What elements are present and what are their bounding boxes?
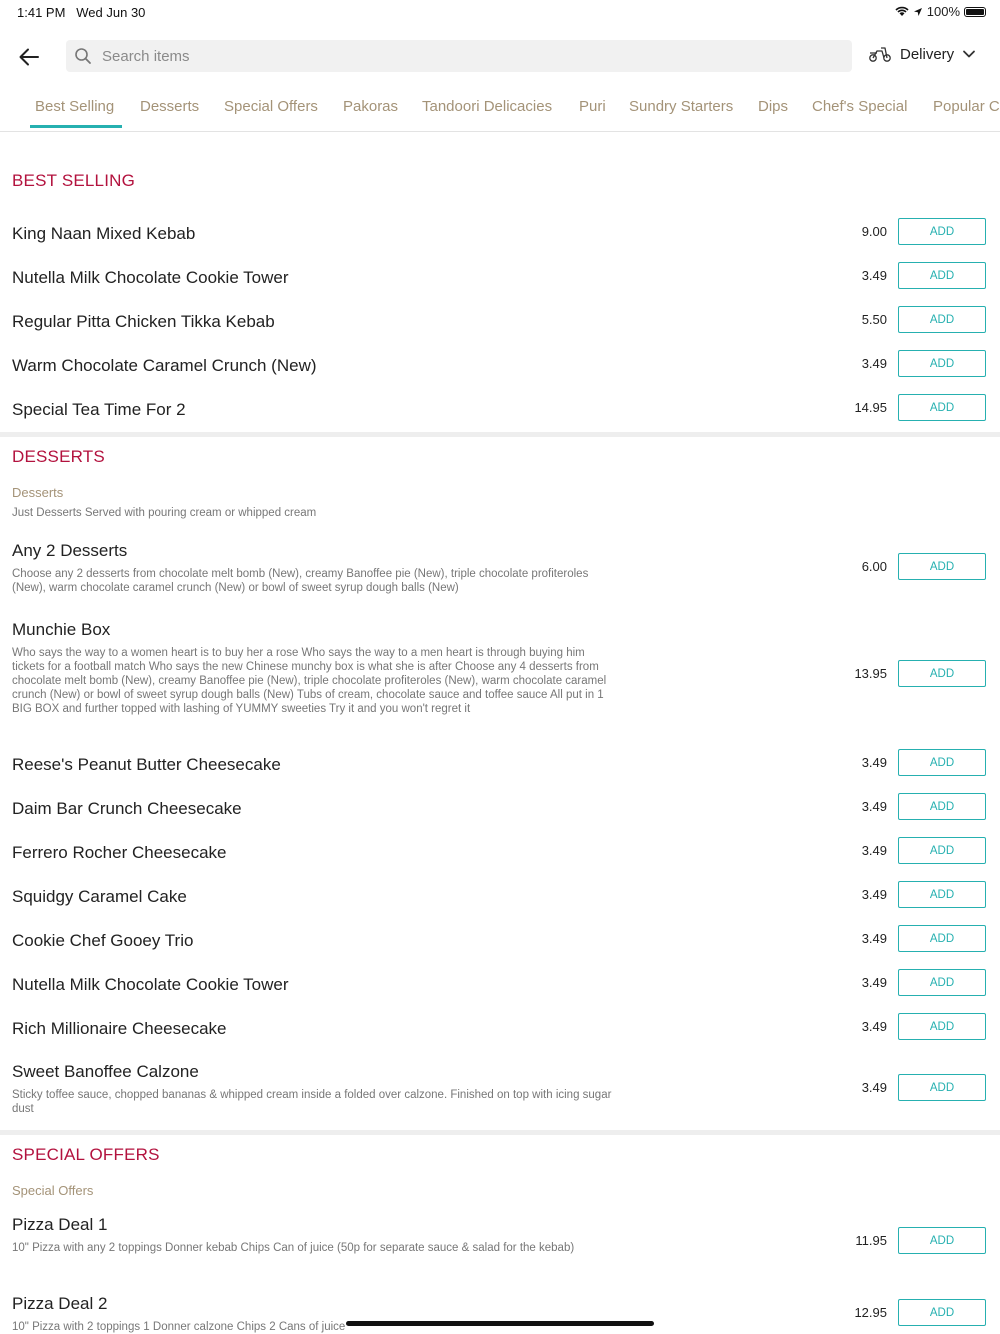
tab-popular[interactable]: Popular C (933, 98, 1000, 115)
section-title-desserts: DESSERTS (12, 447, 105, 466)
delivery-selector[interactable] (868, 45, 976, 63)
section-title-best-selling: BEST SELLING (12, 171, 136, 190)
add-button[interactable]: ADD (898, 881, 986, 908)
menu-item-price: 12.95 (854, 1305, 887, 1320)
add-button[interactable]: ADD (898, 218, 986, 245)
menu-item-name[interactable]: Daim Bar Crunch Cheesecake (12, 799, 242, 818)
tab-tandoori-delicacies[interactable]: Tandoori Delicacies (422, 98, 553, 115)
menu-item-name[interactable]: Ferrero Rocher Cheesecake (12, 843, 227, 862)
menu-item-description: Who says the way to a women heart is to buy her a rose Who says the way to a men heart is through buying him tickets for a football match Who says the new Chinese munchy box is what she is after Choose any 4 desserts from chocolate melt bomb (New), creamy Banoffee pie (New), triple chocolate profiteroles (New), warm chocolate caramel crunch (New) or bowl of sweet syrup dough balls (New) Tubs of cream, chocolate sauce and toffee sauce All put in 1 BIG BOX and further topped with lashing of YUMMY sweeties Try it and you won't regret it (12, 647, 607, 715)
menu-item-name[interactable]: Nutella Milk Chocolate Cookie Tower (12, 268, 289, 287)
menu-item-price: 5.50 (861, 312, 887, 327)
add-button[interactable]: ADD (898, 1013, 986, 1040)
menu-item-price: 3.49 (861, 887, 887, 902)
add-button[interactable]: ADD (898, 1227, 986, 1254)
search-input[interactable] (100, 47, 804, 66)
menu-item-name[interactable]: Special Tea Time For 2 (12, 400, 186, 419)
section-description: Just Desserts Served with pouring cream or whipped cream (12, 507, 317, 519)
back-button[interactable] (16, 44, 42, 70)
section-subtitle: Special Offers (12, 1183, 94, 1198)
tab-dips[interactable]: Dips (758, 98, 789, 115)
menu-item-name[interactable]: Munchie Box (12, 620, 111, 639)
menu-item-description: Choose any 2 desserts from chocolate melt bomb (New), creamy Banoffee pie (New), triple chocolate profiteroles (New), warm chocolate caramel crunch (New) or bowl of sweet syrup dough balls (New) (12, 568, 589, 594)
section-divider (0, 1130, 1000, 1135)
tab-sundry-starters[interactable]: Sundry Starters (629, 98, 734, 115)
add-button[interactable]: ADD (898, 394, 986, 421)
battery-percent: 100% (926, 4, 960, 19)
add-button[interactable]: ADD (898, 969, 986, 996)
add-button[interactable]: ADD (898, 749, 986, 776)
menu-item-name[interactable]: King Naan Mixed Kebab (12, 224, 196, 243)
add-button[interactable]: ADD (898, 925, 986, 952)
top-bar (0, 40, 1000, 74)
menu-item-description: 10" Pizza with 2 toppings 1 Donner calzone Chips 2 Cans of juice (12, 1321, 346, 1333)
menu-item-price: 3.49 (861, 268, 887, 283)
add-button[interactable]: ADD (898, 306, 986, 333)
add-button[interactable]: ADD (898, 837, 986, 864)
add-button[interactable]: ADD (898, 1074, 986, 1101)
tab-desserts[interactable]: Desserts (140, 98, 200, 115)
menu-item-price: 6.00 (861, 559, 887, 574)
menu-item-name[interactable]: Pizza Deal 1 (12, 1215, 108, 1234)
search-icon (74, 47, 92, 65)
chevron-down-icon (962, 49, 976, 59)
menu-item-price: 3.49 (861, 799, 887, 814)
add-button[interactable]: ADD (898, 350, 986, 377)
tab-best-selling[interactable]: Best Selling (35, 98, 115, 115)
tab-chefs-special[interactable]: Chef's Special (812, 98, 908, 115)
back-arrow-icon (19, 48, 39, 66)
section-title-special-offers: SPECIAL OFFERS (12, 1145, 160, 1164)
menu-item-price: 3.49 (861, 356, 887, 371)
status-right (895, 4, 986, 19)
menu-item-price: 11.95 (855, 1233, 887, 1248)
active-tab-indicator (30, 125, 122, 128)
section-subtitle: Desserts (12, 485, 64, 500)
menu-item-name[interactable]: Warm Chocolate Caramel Crunch (New) (12, 356, 317, 375)
home-indicator[interactable] (346, 1321, 654, 1326)
category-tabs (0, 96, 1000, 132)
menu-item-name[interactable]: Cookie Chef Gooey Trio (12, 931, 194, 950)
menu-item-price: 3.49 (861, 1080, 887, 1095)
date-text: Wed Jun 30 (76, 5, 146, 20)
tab-pakoras[interactable]: Pakoras (343, 98, 399, 115)
add-button[interactable]: ADD (898, 660, 986, 687)
add-button[interactable]: ADD (898, 793, 986, 820)
menu-item-name[interactable]: Any 2 Desserts (12, 541, 128, 560)
menu-item-price: 9.00 (861, 224, 887, 239)
add-button[interactable]: ADD (898, 1299, 986, 1326)
status-bar (0, 0, 1000, 24)
add-button[interactable]: ADD (898, 553, 986, 580)
menu-item-name[interactable]: Nutella Milk Chocolate Cookie Tower (12, 975, 289, 994)
wifi-icon (895, 6, 909, 17)
tab-puri[interactable]: Puri (579, 98, 606, 115)
location-icon (913, 7, 923, 17)
menu-item-price: 3.49 (861, 975, 887, 990)
menu-item-name[interactable]: Regular Pitta Chicken Tikka Kebab (12, 312, 275, 331)
menu-item-name[interactable]: Sweet Banoffee Calzone (12, 1062, 199, 1081)
menu-item-price: 3.49 (861, 1019, 887, 1034)
menu-item-description: Sticky toffee sauce, chopped bananas & whipped cream inside a folded over calzone. Finished on top with icing sugar dust (12, 1089, 612, 1115)
search-bar[interactable] (66, 40, 852, 72)
menu-item-price: 3.49 (861, 843, 887, 858)
time-text: 1:41 PM (17, 5, 66, 20)
menu-item-description: 10" Pizza with any 2 toppings Donner kebab Chips Can of juice (50p for separate sauce & salad for the kebab) (12, 1242, 575, 1254)
add-button[interactable]: ADD (898, 262, 986, 289)
menu-item-name[interactable]: Rich Millionaire Cheesecake (12, 1019, 227, 1038)
section-divider (0, 432, 1000, 437)
delivery-label: Delivery (900, 45, 955, 63)
menu-item-price: 3.49 (861, 931, 887, 946)
menu-item-name[interactable]: Reese's Peanut Butter Cheesecake (12, 755, 281, 774)
tab-special-offers[interactable]: Special Offers (224, 98, 318, 115)
menu-item-name[interactable]: Pizza Deal 2 (12, 1294, 108, 1313)
menu-item-price: 14.95 (854, 400, 887, 415)
menu-item-name[interactable]: Squidgy Caramel Cake (12, 887, 187, 906)
status-time (17, 5, 145, 20)
menu-item-price: 13.95 (854, 666, 887, 681)
menu-item-price: 3.49 (861, 755, 887, 770)
battery-icon (964, 7, 986, 17)
scooter-icon (868, 45, 892, 63)
